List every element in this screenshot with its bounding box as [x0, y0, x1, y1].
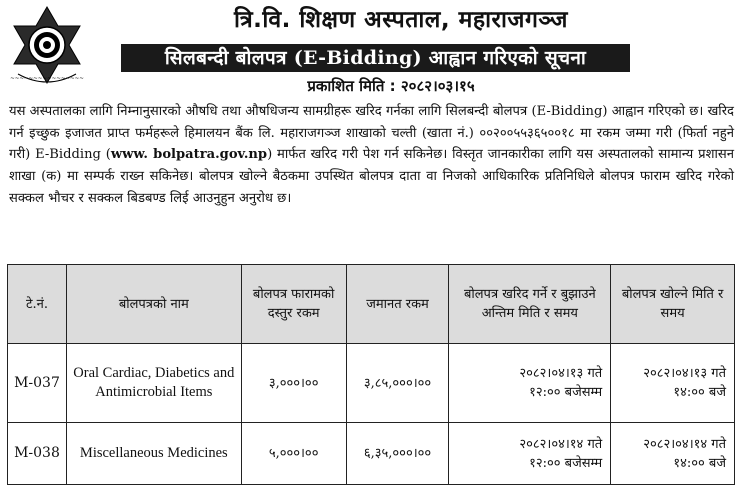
- notice-body: [9, 101, 734, 210]
- row-bid-bond: ३,८५,०००।००: [346, 344, 449, 423]
- table-row: [8, 423, 735, 485]
- row-tender-no: M-038: [8, 423, 67, 485]
- row-deadline-time: १२:०० बजेसम्म: [529, 455, 603, 471]
- row-opening-date: २०८२।०४।१३ गते: [643, 366, 726, 381]
- row-deadline: [449, 423, 611, 485]
- row-opening-date: २०८२।०४।१४ गते: [643, 436, 726, 452]
- banner-text-post: आह्वान गरिएको सूचना: [421, 47, 587, 69]
- banner-text-pre: सिलबन्दी बोलपत्र: [164, 47, 294, 69]
- row-deadline-date: २०८२।०४।१४ गते: [519, 436, 603, 452]
- banner-text-ebidding: (E-Bidding): [293, 47, 422, 69]
- row-deadline-time: १२:०० बजेसम्म: [529, 385, 603, 400]
- row-opening-time: १४:०० बजे: [673, 385, 726, 400]
- row-tender-no: M-037: [8, 344, 67, 423]
- hospital-title: त्रि.वि. शिक्षण अस्पताल, महाराजगञ्ज: [234, 7, 568, 33]
- row-bid-name: Oral Cardiac, Diabetics and Antimicrobial Items: [66, 344, 241, 423]
- header-bid-bond: जमानत रकम: [346, 265, 449, 344]
- table-row: [8, 344, 735, 423]
- row-deadline-date: २०८२।०४।१३ गते: [519, 366, 603, 381]
- row-opening-time: १४:०० बजे: [673, 455, 726, 471]
- header-opening: बोलपत्र खोल्ने मिति र समय: [611, 265, 735, 344]
- header-deadline: बोलपत्र खरिद गर्ने र बुझाउने अन्तिम मिति र समय: [449, 265, 611, 344]
- row-deadline: [449, 344, 611, 423]
- header-form-fee: बोलपत्र फारामको दस्तुर रकम: [241, 265, 346, 344]
- row-bid-name: Miscellaneous Medicines: [66, 423, 241, 485]
- row-opening: [611, 423, 735, 485]
- published-date-line: [0, 76, 742, 96]
- bid-table: [7, 264, 735, 485]
- published-label: प्रकाशित मिति :: [307, 77, 396, 95]
- notice-body-part-1: यस अस्पतालका लागि निम्नानुसारको औषधि तथा औषधिजन्य सामग्रीहरू खरिद गर्नका लागि सिलबन्दी बोलपत्र (E-Bidding) आह्वान गरिएको छ। खरिद गर्न इच्छुक इजाजत प्राप्त फर्महरूले हिमालयन बैंक लि. महाराजगञ्ज शाखाको चल्ती (खाता नं.) ००२००५५३६५००१८ मा रकम जम्मा गरी (फिर्ता नहुने गरी) E-Bidding (: [9, 104, 734, 163]
- table-header-row: [8, 265, 735, 344]
- svg-text:~~~~~~~~~~~~~~~~: ~~~~~~~~~~~~~~~~: [10, 76, 84, 82]
- row-form-fee: ३,०००।००: [241, 344, 346, 423]
- notice-body-part-2: ) मार्फत खरिद गरी पेश गर्न सकिनेछ। विस्तृत जानकारीका लागि यस अस्पतालको सामान्य प्रशासन शाखा (क) मा सम्पर्क राख्न सकिनेछ। बोलपत्र खोल्ने बैठकमा उपस्थित बोलपत्र दाता वा निजको आधिकारिक प्रतिनिधिले बोलपत्र फाराम खरिद गरेको सक्कल भौचर र सक्कल बिडबण्ड लिई आउनुहुन अनुरोध छ।: [9, 147, 734, 206]
- row-opening: [611, 344, 735, 423]
- published-date: २०८२।०३।१५: [400, 77, 475, 95]
- header-bid-name: बोलपत्रको नाम: [66, 265, 241, 344]
- bolpatra-website-link: www. bolpatra.gov.np: [110, 147, 268, 163]
- notice-banner: [121, 44, 630, 72]
- row-bid-bond: ६,३५,०००।००: [346, 423, 449, 485]
- row-form-fee: ५,०००।००: [241, 423, 346, 485]
- header-tender-no: टे.नं.: [8, 265, 67, 344]
